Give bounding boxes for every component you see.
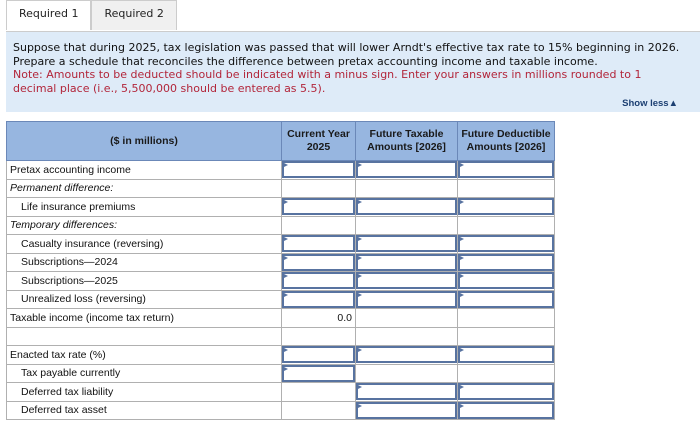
cell-current <box>282 401 356 420</box>
table-row <box>7 383 555 402</box>
question-text <box>13 41 683 95</box>
show-less-link[interactable]: Show less▲ <box>622 98 678 109</box>
table-row <box>7 327 555 346</box>
taxable-input[interactable] <box>356 383 457 400</box>
table-row <box>7 346 555 365</box>
table-row <box>7 161 555 180</box>
table-row <box>7 235 555 254</box>
table-row <box>7 401 555 420</box>
cell-deductible <box>458 272 555 291</box>
instructions-panel <box>6 31 700 112</box>
reconciliation-table <box>6 121 555 420</box>
current-input[interactable] <box>282 254 355 271</box>
cell-current <box>282 198 356 217</box>
row-label: Permanent difference: <box>7 179 282 198</box>
cell-taxable <box>356 383 458 402</box>
row-label: Taxable income (income tax return) <box>7 309 282 328</box>
deductible-input[interactable] <box>458 254 554 271</box>
cell-current <box>282 253 356 272</box>
deductible-input[interactable] <box>458 346 554 363</box>
cell-taxable <box>356 272 458 291</box>
row-label: Subscriptions—2025 <box>7 272 282 291</box>
tab-required-2[interactable]: Required 2 <box>91 0 176 30</box>
cell-deductible <box>458 216 555 235</box>
cell-deductible <box>458 290 555 309</box>
table-row <box>7 272 555 291</box>
cell-taxable <box>356 327 458 346</box>
cell-deductible <box>458 346 555 365</box>
cell-taxable <box>356 401 458 420</box>
cell-current <box>282 216 356 235</box>
table-row <box>7 179 555 198</box>
cell-taxable <box>356 309 458 328</box>
table-row <box>7 364 555 383</box>
current-input[interactable] <box>282 235 355 252</box>
table-row <box>7 253 555 272</box>
cell-deductible <box>458 253 555 272</box>
row-label: Enacted tax rate (%) <box>7 346 282 365</box>
cell-current <box>282 161 356 180</box>
table-row <box>7 309 555 328</box>
taxable-input[interactable] <box>356 402 457 419</box>
table-row <box>7 216 555 235</box>
table-row <box>7 198 555 217</box>
header-label: ($ in millions) <box>7 122 282 161</box>
cell-current <box>282 364 356 383</box>
cell-taxable <box>356 235 458 254</box>
cell-current <box>282 290 356 309</box>
row-label: Unrealized loss (reversing) <box>7 290 282 309</box>
cell-current <box>282 272 356 291</box>
current-input[interactable] <box>282 291 355 308</box>
deductible-input[interactable] <box>458 272 554 289</box>
cell-current <box>282 179 356 198</box>
cell-taxable <box>356 161 458 180</box>
cell-deductible <box>458 161 555 180</box>
tab-bar <box>6 0 177 31</box>
taxable-input[interactable] <box>356 272 457 289</box>
cell-deductible <box>458 235 555 254</box>
row-label: Deferred tax liability <box>7 383 282 402</box>
header-current-year: Current Year 2025 <box>282 122 356 161</box>
row-label: Deferred tax asset <box>7 401 282 420</box>
taxable-input[interactable] <box>356 291 457 308</box>
row-label: Pretax accounting income <box>7 161 282 180</box>
deductible-input[interactable] <box>458 161 554 178</box>
cell-current <box>282 327 356 346</box>
cell-taxable <box>356 346 458 365</box>
taxable-input[interactable] <box>356 161 457 178</box>
taxable-input[interactable] <box>356 198 457 215</box>
taxable-input[interactable] <box>356 346 457 363</box>
row-label: Temporary differences: <box>7 216 282 235</box>
deductible-input[interactable] <box>458 198 554 215</box>
cell-taxable <box>356 179 458 198</box>
row-label <box>7 327 282 346</box>
cell-taxable <box>356 290 458 309</box>
cell-taxable <box>356 253 458 272</box>
row-label: Subscriptions—2024 <box>7 253 282 272</box>
cell-deductible <box>458 364 555 383</box>
row-label: Tax payable currently <box>7 364 282 383</box>
header-future-taxable: Future Taxable Amounts [2026] <box>356 122 458 161</box>
note-text: Note: Amounts to be deducted should be indicated with a minus sign. Enter your answers in millions rounded to 1 decimal place (i.e., 5,500,000 should be entered as 5.5). <box>13 68 642 95</box>
table-row <box>7 290 555 309</box>
cell-deductible <box>458 198 555 217</box>
header-future-deductible: Future Deductible Amounts [2026] <box>458 122 555 161</box>
cell-taxable <box>356 364 458 383</box>
cell-current <box>282 383 356 402</box>
cell-deductible <box>458 327 555 346</box>
cell-deductible <box>458 309 555 328</box>
taxable-input[interactable] <box>356 254 457 271</box>
current-value: 0.0 <box>337 311 352 324</box>
deductible-input[interactable] <box>458 235 554 252</box>
cell-current <box>282 309 356 328</box>
cell-current <box>282 346 356 365</box>
current-input[interactable] <box>282 198 355 215</box>
row-label: Casualty insurance (reversing) <box>7 235 282 254</box>
cell-deductible <box>458 401 555 420</box>
question-body: Suppose that during 2025, tax legislation was passed that will lower Arndt's effective tax rate to 15% beginning in 2026. Prepare a schedule that reconciles the difference between pretax accounting income and taxable income. <box>13 41 680 68</box>
current-input[interactable] <box>282 161 355 178</box>
cell-current <box>282 235 356 254</box>
current-input[interactable] <box>282 365 355 382</box>
row-label: Life insurance premiums <box>7 198 282 217</box>
cell-deductible <box>458 179 555 198</box>
current-input[interactable] <box>282 346 355 363</box>
cell-taxable <box>356 216 458 235</box>
tab-required-1[interactable]: Required 1 <box>6 0 91 30</box>
current-input[interactable] <box>282 272 355 289</box>
deductible-input[interactable] <box>458 291 554 308</box>
deductible-input[interactable] <box>458 402 554 419</box>
deductible-input[interactable] <box>458 383 554 400</box>
taxable-input[interactable] <box>356 235 457 252</box>
cell-taxable <box>356 198 458 217</box>
cell-deductible <box>458 383 555 402</box>
